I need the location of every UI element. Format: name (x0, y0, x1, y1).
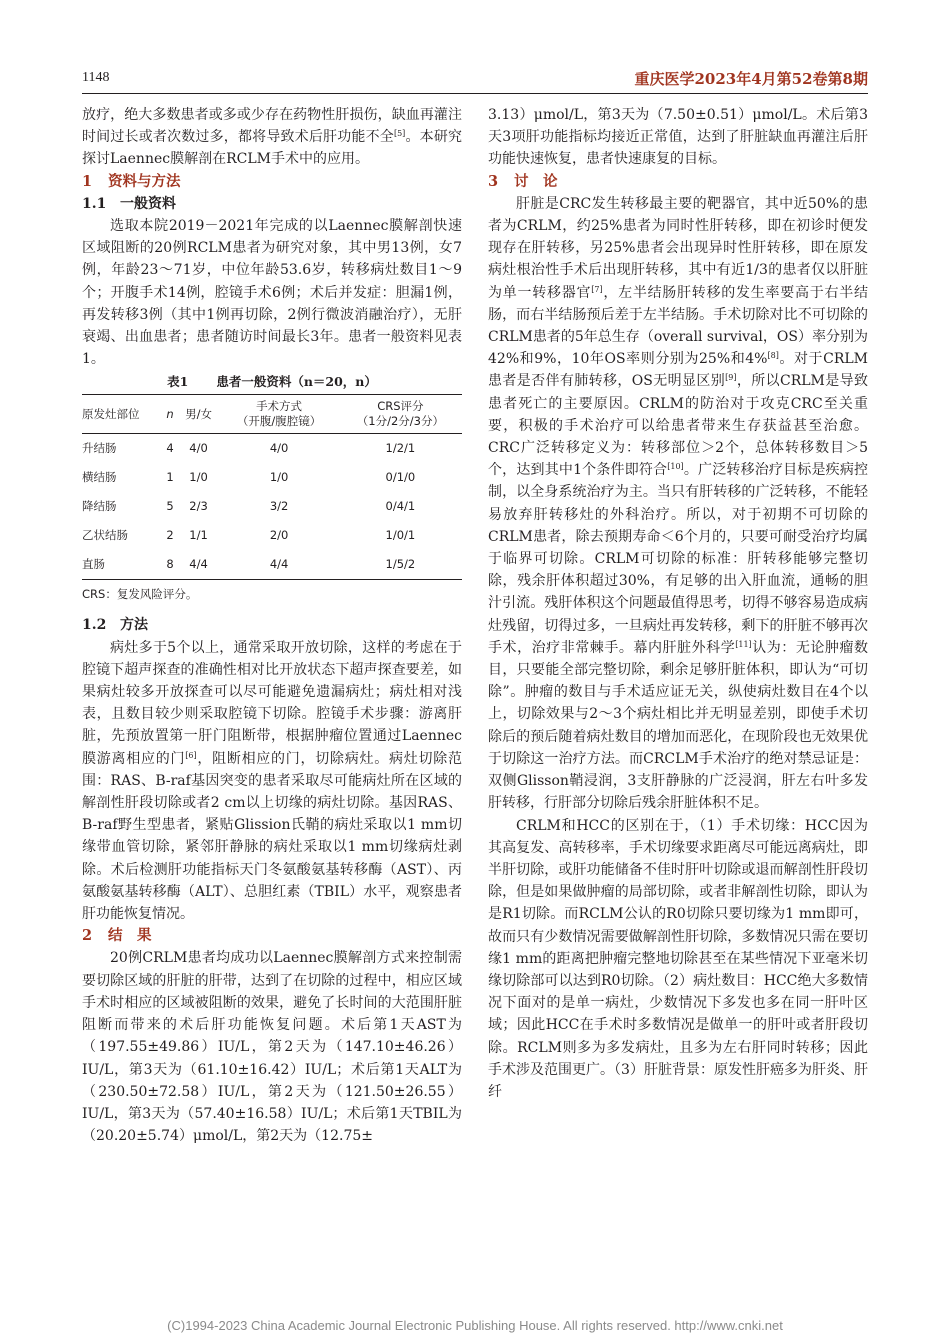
cell: 4 (166, 441, 174, 456)
cell: 1/2/1 (385, 441, 416, 456)
section-title: 结 果 (108, 927, 152, 945)
section-heading-results (82, 925, 462, 947)
discussion-paragraph-2: CRLM和HCC的区别在于，（1）手术切缘：HCC因为其高复发、高转移率，手术切缘要求距离尽可能远离病灶，即半肝切除，或肝功能储备不佳时肝叶切除或退而解剖性肝段切除，但是如果做肿瘤的局部切除，或者非解剖性切除，即认为是R1切除。而RCLM公认的R0切除只要切缘为1 mm即可，故而只有少数情况需要做解剖性肝切除，多数情况只需在要切缘1 mm的距离把肿瘤完整地切除甚至在某些情况下亚毫米切缘切除部可以达到R0切除。（2）病灶数目：HCC绝大多数情况下面对的是单一病灶，少数情况下多发也多在同一肝叶区域；因此HCC在手术时多数情况是做单一的肝叶或者肝段切除。RCLM则多为多发病灶，且多为左右肝同时转移；因此手术涉及范围更广。（3）肝脏背景：原发性肝癌多为肝炎、肝纤 (488, 817, 868, 1100)
results-continued: 3.13）μmol/L，第3天为（7.50±0.51）μmol/L。术后第3天3项肝功能指标均接近正常值，达到了肝脏缺血再灌注后肝功能快速恢复，患者快速康复的目标。 (488, 107, 868, 168)
discussion-text: 。广泛转移治疗目标是疾病控制，以全身系统治疗为主。当只有肝转移的广泛转移，不能轻易放弃肝转移灶的外科治疗。所以，对于初期不可切除的CRLM患者，除去预期寿命＜6个月的，只要可耐受治疗均属于临界可切除。CRLM可切除的标准：肝转移能够完整切除，残余肝体积超过30%，有足够的出入肝血流，通畅的胆汁引流。残肝体积这个问题最值得思考，切得不够容易造成病灶残留，切得过多，一旦病灶再发转移，剩下的肝脏不够再次手术，治疗非常棘手。幕内肝脏外科学 (488, 462, 868, 656)
col-surgery-line2: （开腹/腹腔镜） (236, 414, 322, 429)
discussion-text: 。对于CRLM患者是否伴有肺转移，OS无明显区别 (488, 351, 868, 390)
cell: 0/4/1 (385, 499, 416, 514)
col-sex: 男/女 (178, 395, 220, 434)
cell: 4/4 (178, 550, 220, 580)
cell: 2/3 (189, 499, 208, 514)
cell: 1 (166, 470, 174, 485)
col-surgery (219, 395, 338, 434)
table-row (82, 492, 462, 521)
citation: [5] (393, 129, 406, 139)
citation: [6] (185, 750, 197, 760)
cell: 1/5/2 (339, 550, 462, 580)
discussion-text: 认为：无论肿瘤数目，只要能全部完整切除，剩余足够肝脏体积，即认为“可切除”。肿瘤的数目与手术适应证无关，纵使病灶数目在4个以上，切除效果与2～3个病灶相比并无明显差别，即使手术切除后的预后随着病灶数目的增加而恶化，在现阶段也无效果优于切除这一治疗方法。而CRCLM手术治疗的绝对禁忌证是：双侧Glisson鞘浸润，3支肝静脉的广泛浸润，肝左右叶多发肝转移，行肝部分切除后残余肝脏体积不足。 (488, 639, 869, 812)
subsection-heading-method (82, 614, 462, 636)
cell: 8 (162, 550, 177, 580)
cell: 横结肠 (82, 470, 117, 485)
subsection-title: 方法 (120, 617, 148, 634)
table-row (82, 550, 462, 580)
right-column (488, 104, 868, 1103)
subsection-title: 一般资料 (120, 195, 176, 212)
table-number: 表1 (167, 374, 189, 390)
cell: 3/2 (269, 499, 289, 514)
page-number: 1148 (82, 70, 110, 85)
results-paragraph: 20例CRLM患者均成功以Laennec膜解剖方式来控制需要切除区域的肝脏的肝带，达到了在切除的过程中，相应区域手术时相应的区域被阻断的效果，避免了长时间的大范围肝脏阻断而带来的术后肝功能恢复问题。术后第1天AST为（197.55±49.86）IU/L，第2天为（147.10±46.26）IU/L，第3天为（61.10±16.42）IU/L；术后第1天ALT为（230.50±72.58）IU/L，第2天为（121.50±26.55）IU/L，第3天为（57.40±16.58）IU/L；术后第1天TBIL为（20.20±5.74）μmol/L，第2天为（12.75± (82, 950, 462, 1145)
table-header-row (82, 395, 462, 434)
section-number: 2 (82, 927, 93, 945)
table-caption (82, 372, 462, 392)
page-header (82, 66, 868, 92)
cell: 1/1 (189, 528, 208, 543)
cell: 1/0 (269, 470, 289, 485)
subsection-number: 1.1 (82, 195, 107, 212)
discussion-text: ，左半结肠肝转移的发生率要高于右半结肠，而右半结肠预后差于左半结肠。手术切除对比不可切除的CRLM患者的5年总生存（overall survival，OS）率分别为42%和9%，10年OS率则分别为25%和4% (488, 284, 869, 368)
method-text: 病灶多于5个以上，通常采取开放切除，这样的考虑在于腔镜下超声探查的准确性相对比开放状态下超声探查要差，如果病灶较多开放探查可以尽可能避免遗漏病灶；病灶相对浅表，且数目较少则采取腔镜下切除。腔镜手术步骤：游离肝脏，先预放置第一肝门阻断带，根据肿瘤位置通过Laennec膜游离相应的门 (82, 639, 462, 767)
subsection-number: 1.2 (82, 617, 107, 634)
section-title: 讨 论 (514, 172, 558, 190)
cell: 直肠 (82, 550, 162, 580)
col-crs (339, 395, 462, 434)
col-crs-line2: （1分/2分/3分） (356, 414, 444, 429)
section-number: 1 (82, 172, 93, 190)
section-heading-methods (82, 171, 462, 193)
cell: 乙状结肠 (82, 528, 128, 543)
intro-paragraph (82, 104, 462, 171)
col-n: n (162, 395, 177, 434)
journal-title: 重庆医学2023年4月第52卷第8期 (634, 70, 868, 88)
discussion-paragraph-1 (488, 193, 868, 815)
subsection-heading-general (82, 193, 462, 215)
citation: [8] (767, 351, 779, 361)
citation: [9] (725, 373, 737, 383)
section-number: 3 (488, 172, 499, 190)
cell: 4/0 (189, 441, 208, 456)
intro-tail: 。本研究探讨Laennec膜解剖在RCLM手术中的应用。 (82, 129, 463, 168)
discussion-text: ，所以CRLM是导致患者死亡的主要原因。CRLM的防治对于攻克CRC至关重要，积极的手术治疗可以给患者带来生存获益甚至治愈。CRC广泛转移定义为：转移部位＞2个，总体转移数目＞5个，达到其中1个条件即符合 (488, 373, 868, 479)
patient-info-table (82, 394, 462, 580)
header-rule (82, 93, 868, 94)
left-column (82, 104, 462, 1147)
cell: 2 (166, 528, 174, 543)
table-title: 患者一般资料（n＝20，n） (216, 374, 377, 390)
citation: [11] (735, 639, 752, 649)
cell: 4/4 (219, 550, 338, 580)
cell: 0/1/0 (385, 470, 416, 485)
intro-text: 放疗，绝大多数患者或多或少存在药物性肝损伤，缺血再灌注时间过长或者次数过多，都将导致术后肝功能不全 (82, 107, 462, 146)
cell: 1/0/1 (385, 528, 416, 543)
table-note: CRS：复发风险评分。 (82, 587, 198, 602)
section-title: 资料与方法 (108, 172, 181, 190)
method-paragraph (82, 637, 462, 926)
citation: [10] (667, 462, 684, 472)
table-row (82, 463, 462, 492)
citation: [7] (591, 284, 603, 294)
cell: 升结肠 (82, 441, 117, 456)
discussion-text: 肝脏是CRC发生转移最主要的靶器官，其中近50%的患者为CRLM，约25%患者为同时性肝转移，即在初诊时便发现存在肝转移，另25%患者会出现异时性肝转移，即在原发病灶根治性手术后出现肝转移，其中有近1/3的患者仅以肝脏为单一转移器官 (488, 195, 868, 301)
general-info-paragraph: 选取本院2019－2021年完成的以Laennec膜解剖快速区域阻断的20例RCLM患者为研究对象，其中男13例，女7例，年龄23～71岁，中位年龄53.6岁，转移病灶数目1～9个；开腹手术14例，腔镜手术6例；术后并发症：胆漏1例，再发转移3例（其中1例再切除，2例行微波消融治疗），无肝衰竭、出血患者；患者随访时间最长3年。患者一般资料见表1。 (82, 218, 462, 368)
cell: 降结肠 (82, 499, 117, 514)
col-crs-line1: CRS评分 (377, 399, 424, 414)
cell: 5 (166, 499, 174, 514)
cell: 2/0 (269, 528, 289, 543)
cell: 4/0 (269, 441, 289, 456)
cell: 1/0 (189, 470, 208, 485)
method-text-tail: ，阻断相应的门，切除病灶。病灶切除范围：RAS、B-raf基因突变的患者采取尽可能病灶所在区域的解剖性肝段切除或者2 cm以上切缘的病灶切除。基因RAS、B-raf野生型患者，紧贴Glission氏鞘的病灶采取以1 mm切缘带血管切除，紧邻肝静脉的病灶采取以1 mm切缘病灶剥除。术后检测肝功能指标天门冬氨酸氨基转移酶（AST）、丙氨酸氨基转移酶（ALT）、总胆红素（TBIL）水平，观察患者肝功能恢复情况。 (82, 750, 463, 923)
section-heading-discussion (488, 171, 868, 193)
col-site: 原发灶部位 (82, 395, 162, 434)
copyright-footer: (C)1994-2023 China Academic Journal Electronic Publishing House. All rights reserved. http://www.cnki.net (167, 1318, 783, 1333)
col-surgery-line1: 手术方式 (256, 399, 303, 414)
table-row (82, 434, 462, 464)
table-row (82, 521, 462, 550)
